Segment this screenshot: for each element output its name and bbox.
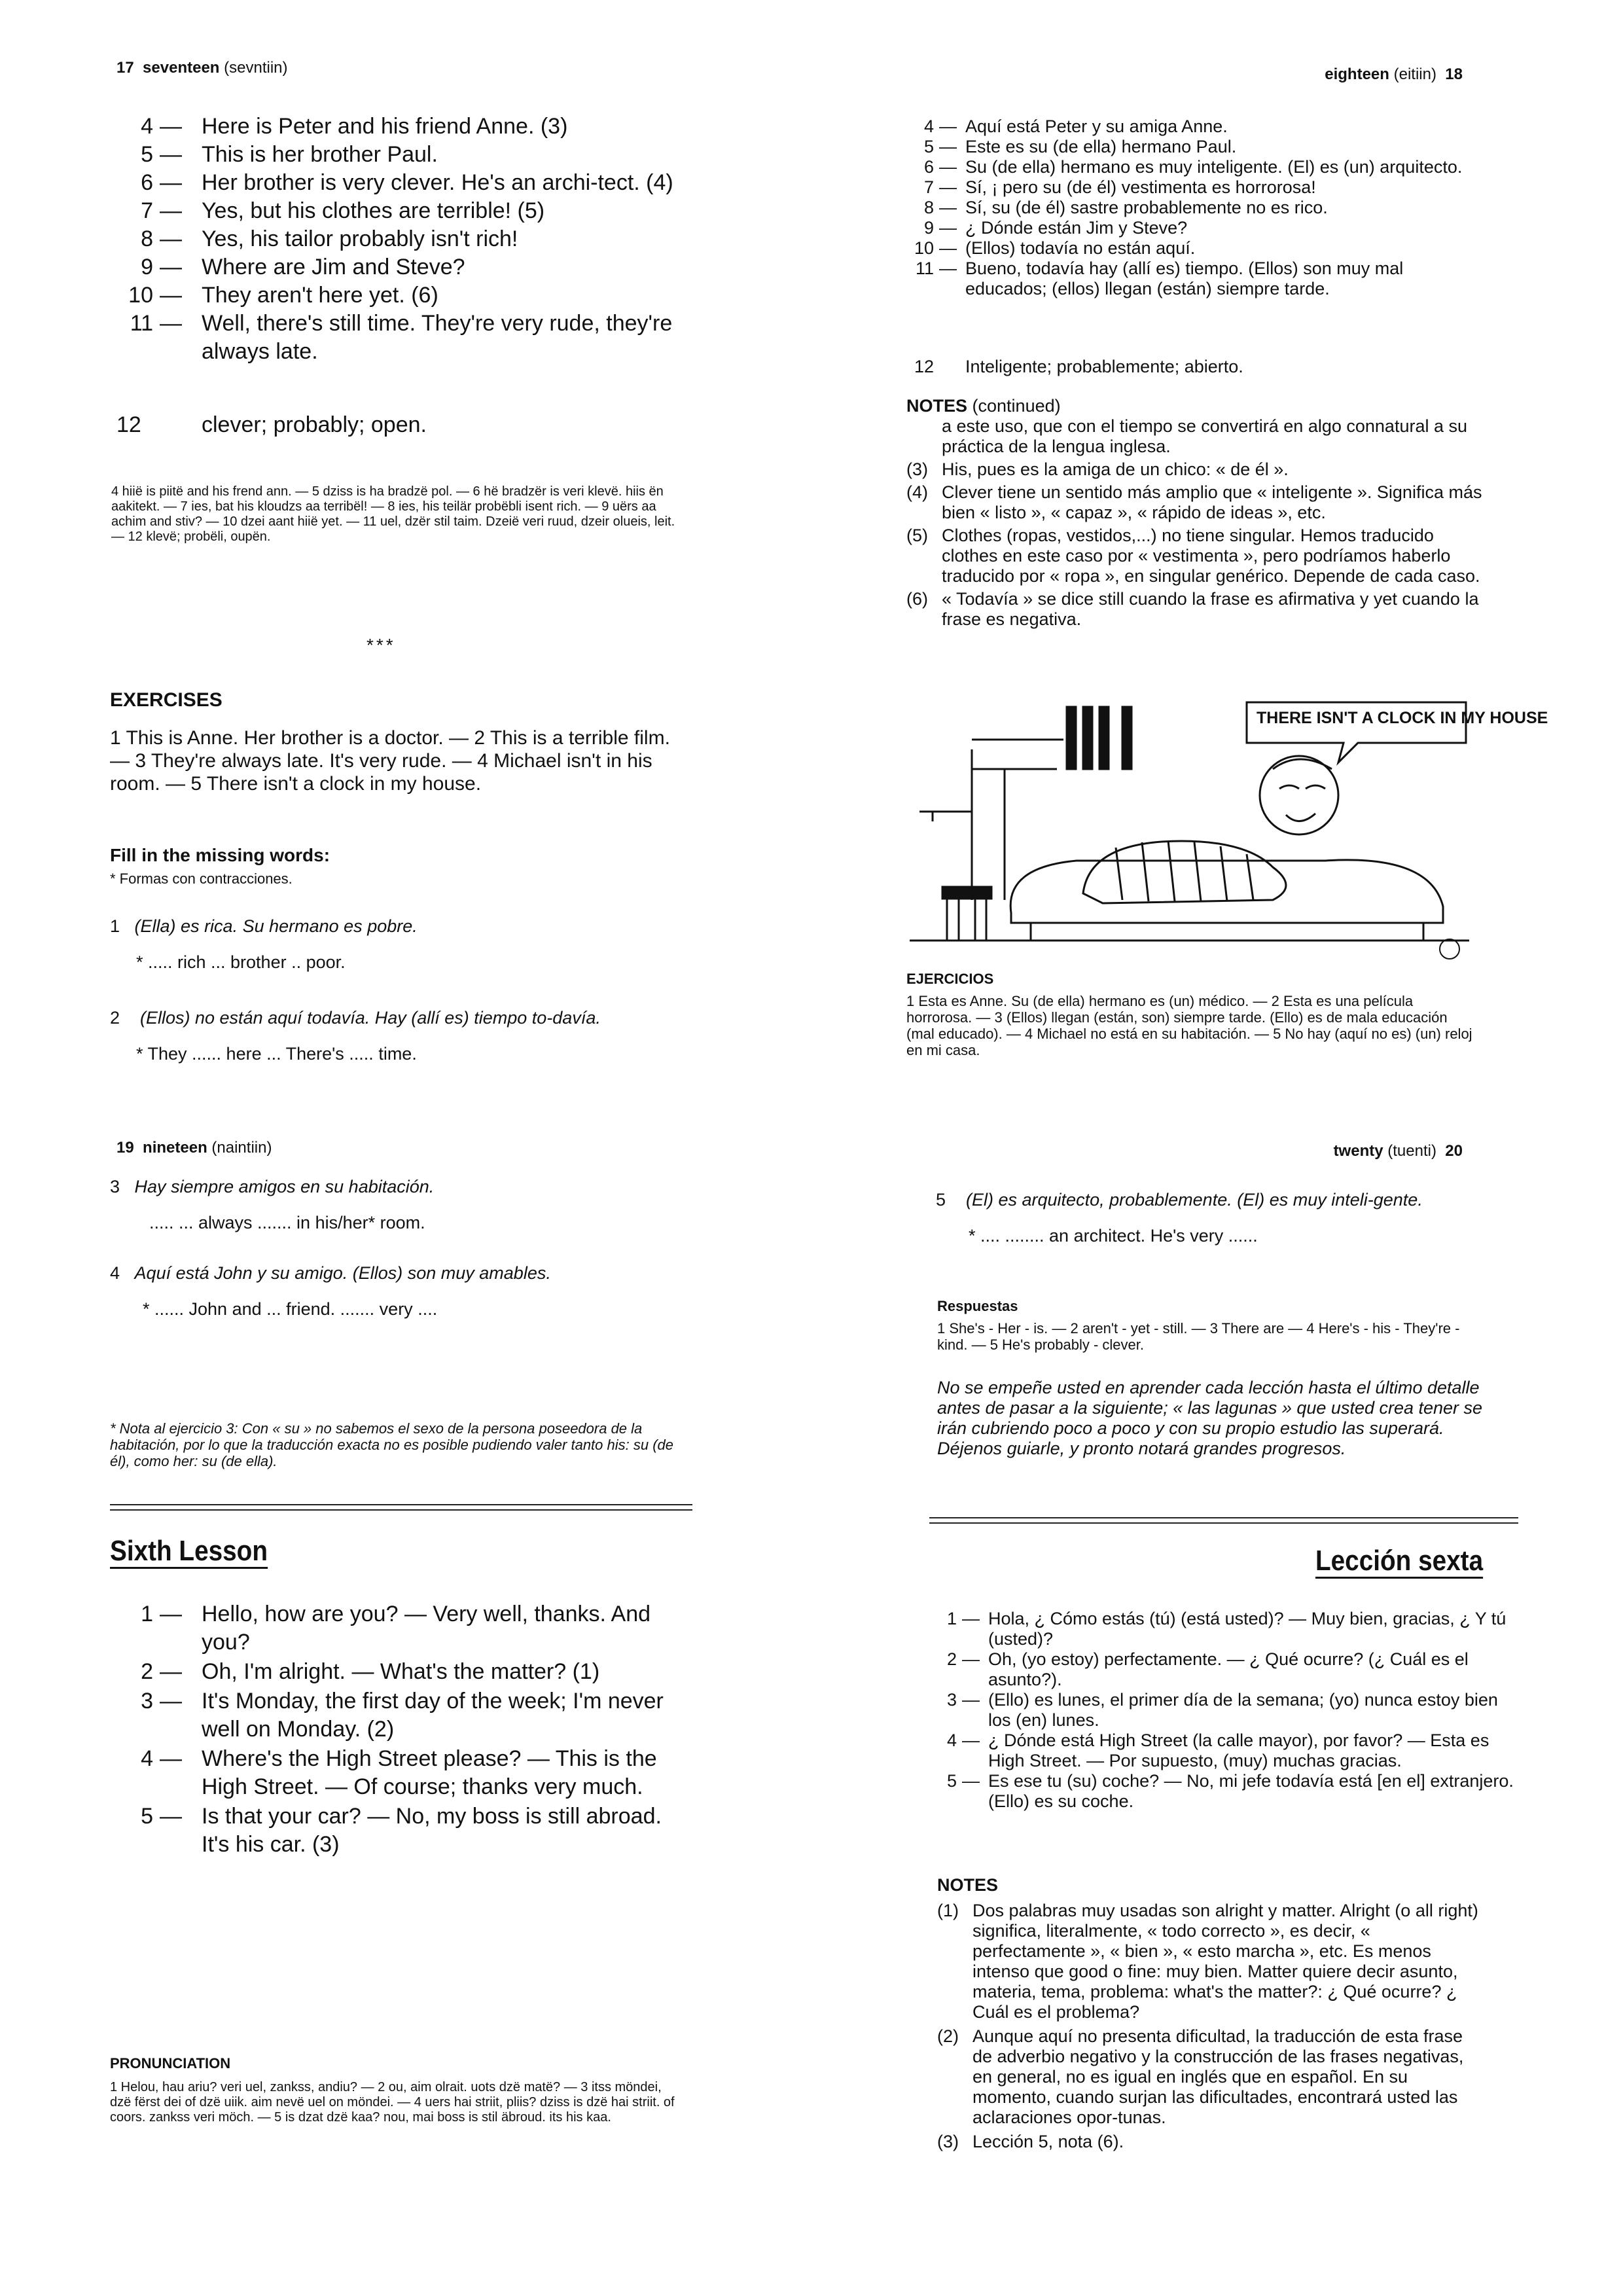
dialogue-line: 4 — ¿ Dónde está High Street (la calle mayor), por favor? — Esta es High Street. — Por supuesto, (muy) muchas gracias. bbox=[946, 1731, 1489, 1770]
dialogue-line: 7 — Yes, but his clothes are terrible! (5) bbox=[141, 198, 545, 223]
dialogue-line: 10 — They aren't here yet. (6) bbox=[128, 283, 438, 308]
fill-item-1: 1 (Ella) es rica. Su hermano es pobre. * ..... rich ... brother .. poor. bbox=[110, 916, 418, 972]
lesson5-item-12: 12 clever; probably; open. bbox=[116, 412, 427, 437]
dialogue-line: 5 — Es ese tu (su) coche? — No, mi jefe todavía está [en el] extranjero. (Ello) es su coche. bbox=[946, 1771, 1514, 1811]
pronunciation-title: PRONUNCIATION bbox=[110, 2055, 231, 2072]
bubble-text: THERE ISN'T A CLOCK IN MY HOUSE bbox=[1257, 709, 1548, 727]
dialogue-line: 4 — Here is Peter and his friend Anne. (3) bbox=[141, 114, 568, 139]
fill-item-3: 3 Hay siempre amigos en su habitación. ..... ... always ....... in his/her* room. bbox=[110, 1177, 435, 1232]
dialogue-line: 2 — Oh, (yo estoy) perfectamente. — ¿ Qué ocurre? (¿ Cuál es el asunto?). bbox=[946, 1649, 1469, 1689]
respuestas-title: Respuestas bbox=[937, 1298, 1018, 1314]
lesson5-pronunciation: 4 hiië is piitë and his frend ann. — 5 dziss is ha bradzë pol. — 6 hë bradzër is veri klevë. hiis ën aakitekt. — 7 ies, bat his kloudzs aa terribël! — 8 ies, his teilär probëbli isent rich. — 9 uërs aa achim and stiv? — 10 dzei aant hiië yet. — 11 uel, dzër stil taim. Dzeië veri ruud, dzeir olueis, leit. — 12 klevë; probëli, oupën. bbox=[111, 484, 675, 544]
fill-title: Fill in the missing words: bbox=[110, 845, 330, 865]
fill-item-5: 5 (El) es arquitecto, probablemente. (El) es muy inteli-gente. * .... ........ an architect. He's very ...... bbox=[936, 1190, 1423, 1246]
exercises-text: 1 This is Anne. Her brother is a doctor. — 2 This is a terrible film. — 3 They're always late. It's very rude. — 4 Michael isn't in his room. — 5 There isn't a clock in my house. bbox=[110, 727, 670, 795]
sixth-lesson-title: Sixth Lesson bbox=[110, 1535, 268, 1568]
page-header-19: 19 nineteen (naintiin) bbox=[116, 1139, 272, 1157]
ejercicios-title: EJERCICIOS bbox=[906, 971, 994, 987]
section-divider bbox=[929, 1517, 1518, 1524]
dialogue-line: 8 — Yes, his tailor probably isn't rich! bbox=[141, 226, 518, 251]
advice-text: No se empeñe usted en aprender cada lección hasta el último detalle antes de pasar a la siguiente; « las lagunas » que usted crea tener se irán cubriendo poco a poco y con su propio estudio las superará. Déjenos guiarle, y pronto notará grandes progresos. bbox=[937, 1378, 1483, 1458]
lesson5-english-dialogue bbox=[116, 113, 692, 366]
dialogue-line: 11 — Well, there's still time. They're very rude, they're always late. bbox=[130, 311, 673, 364]
dialogue-line: 5 — This is her brother Paul. bbox=[141, 142, 438, 167]
fill-item-2: 2 (Ellos) no están aquí todavía. Hay (allí es) tiempo to-davía. * They ...... here ... There's ..... time. bbox=[110, 1008, 601, 1064]
pronunciation-text: 1 Helou, hau ariu? veri uel, zankss, andiu? — 2 ou, aim olrait. uots dzë matë? — 3 itss möndei, dzë fërst dei of dzë uiik. aim nevë uel on möndei. — 4 uers hai striit, pliis? dziss is dzë hai striit. of coors. zankss veri möch. — 5 is dzat dzë kaa? nou, mai boss is stil äbroud. its his kaa. bbox=[110, 2080, 675, 2125]
notes-lesson6: NOTES (1) Dos palabras muy usadas son alright y matter. Alright (o all right) significa, literalmente, « todo correcto », es decir, « perfectamente », « bien », « esto marcha », etc. Es menos intenso que good o fine: muy bien. Matter quiere decir asunto, materia, tema, problema: what's the matter?: ¿ Qué ocurre? ¿ Cuál es el problema? (2) Aunque aquí no presenta dificultad, la traducción de esta frase de adverbio negativo y la construcción de las frases negativas, en general, no es igual en inglés que en español. En su momento, cuando surjan las dificultades, encontrará usted las aclaraciones opor-tunas. (3) Lección 5, nota (6). bbox=[937, 1875, 1478, 2151]
spanish-item-12: 12 Inteligente; probablemente; abierto. bbox=[914, 357, 1243, 376]
dialogue-line: 9 — ¿ Dónde están Jim y Steve? bbox=[923, 218, 1188, 238]
dialogue-line: 5 — Is that your car? — No, my boss is still abroad. It's his car. (3) bbox=[141, 1804, 662, 1857]
dialogue-line: 11 — Bueno, todavía hay (allí es) tiempo. (Ellos) son muy mal educados; (ellos) llegan (están) siempre tarde. bbox=[915, 259, 1404, 298]
dialogue-line: 10 — (Ellos) todavía no están aquí. bbox=[914, 238, 1196, 258]
notes-continued: NOTES (continued) a este uso, que con el tiempo se convertirá en algo connatural a su práctica de la lengua inglesa. (3) His, pues es la amiga de un chico: « de él ». (4) Clever tiene un sentido más amplio que « inteligente ». Significa más bien « listo », « capaz », « rápido de ideas », etc. (5) Clothes (ropas, vestidos,...) no tiene singular. Hemos traducido clothes en este caso por « vestimenta », pero podríamos haberlo traducido por « ropa », en singular genérico. Depende de cada caso. (6) « Todavía » se dice still cuando la frase es afirmativa y yet cuando la frase es negativa. bbox=[906, 396, 1482, 629]
page-header-20: twenty (tuenti) 20 bbox=[1333, 1142, 1463, 1160]
ejercicios-text: 1 Esta es Anne. Su (de ella) hermano es (un) médico. — 2 Esta es una película horrorosa. — 3 (Ellos) llegan (están, son) siempre tarde. (Ello) es de mala educación (mal educado). — 4 Michael no está en su habitación. — 5 No hay (aquí no es) (un) reloj en mi casa. bbox=[906, 993, 1472, 1058]
dialogue-line: 9 — Where are Jim and Steve? bbox=[141, 255, 465, 279]
fill-item-4: 4 Aquí está John y su amigo. (Ellos) son muy amables. * ...... John and ... friend. ....... very .... bbox=[110, 1263, 551, 1319]
section-divider bbox=[110, 1504, 692, 1511]
dialogue-line: 8 — Sí, su (de él) sastre probablemente no es rico. bbox=[923, 198, 1328, 217]
sleeping-man-drawing bbox=[906, 697, 1548, 965]
dialogue-line: 1 — Hello, how are you? — Very well, thanks. And you? bbox=[141, 1602, 651, 1655]
separator-stars: *** bbox=[366, 635, 396, 655]
dialogue-line: 6 — Su (de ella) hermano es muy inteligente. (El) es (un) arquitecto. bbox=[923, 157, 1463, 177]
page-header-17: 17 seventeen (sevntiin) bbox=[116, 59, 288, 77]
sixth-lesson-spanish bbox=[929, 1609, 1518, 1812]
cartoon-illustration bbox=[906, 697, 1548, 965]
dialogue-line: 1 — Hola, ¿ Cómo estás (tú) (está usted)? — Muy bien, gracias, ¿ Y tú (usted)? bbox=[946, 1609, 1507, 1649]
sixth-lesson-dialogue bbox=[116, 1600, 692, 1860]
dialogue-line: 5 — Este es su (de ella) hermano Paul. bbox=[923, 137, 1237, 156]
respuestas-text: 1 She's - Her - is. — 2 aren't - yet - still. — 3 There are — 4 Here's - his - They're - kind. — 5 He's probably - clever. bbox=[937, 1320, 1460, 1353]
dialogue-line: 6 — Her brother is very clever. He's an archi-tect. (4) bbox=[141, 170, 673, 195]
leccion-sexta-title: Lección sexta bbox=[1315, 1545, 1483, 1577]
lesson5-spanish-dialogue bbox=[906, 117, 1482, 299]
dialogue-line: 3 — (Ello) es lunes, el primer día de la semana; (yo) nunca estoy bien los (en) lunes. bbox=[946, 1690, 1498, 1730]
fill-footnote: * Nota al ejercicio 3: Con « su » no sabemos el sexo de la persona poseedora de la habitación, por lo que la traducción exacta no es posible pudiendo valer tanto his: su (de él), como her: su (de ella). bbox=[110, 1420, 674, 1469]
dialogue-line: 7 — Sí, ¡ pero su (de él) vestimenta es horrorosa! bbox=[923, 177, 1316, 197]
page-header-18: eighteen (eitiin) 18 bbox=[1325, 65, 1463, 83]
dialogue-line: 4 — Aquí está Peter y su amiga Anne. bbox=[923, 117, 1228, 136]
dialogue-line: 3 — It's Monday, the first day of the week; I'm never well on Monday. (2) bbox=[141, 1689, 664, 1742]
dialogue-line: 2 — Oh, I'm alright. — What's the matter? (1) bbox=[141, 1659, 600, 1684]
dialogue-line: 4 — Where's the High Street please? — This is the High Street. — Of course; thanks very much. bbox=[141, 1746, 657, 1799]
fill-note: * Formas con contracciones. bbox=[110, 870, 293, 887]
exercises-title: EXERCISES bbox=[110, 689, 223, 711]
